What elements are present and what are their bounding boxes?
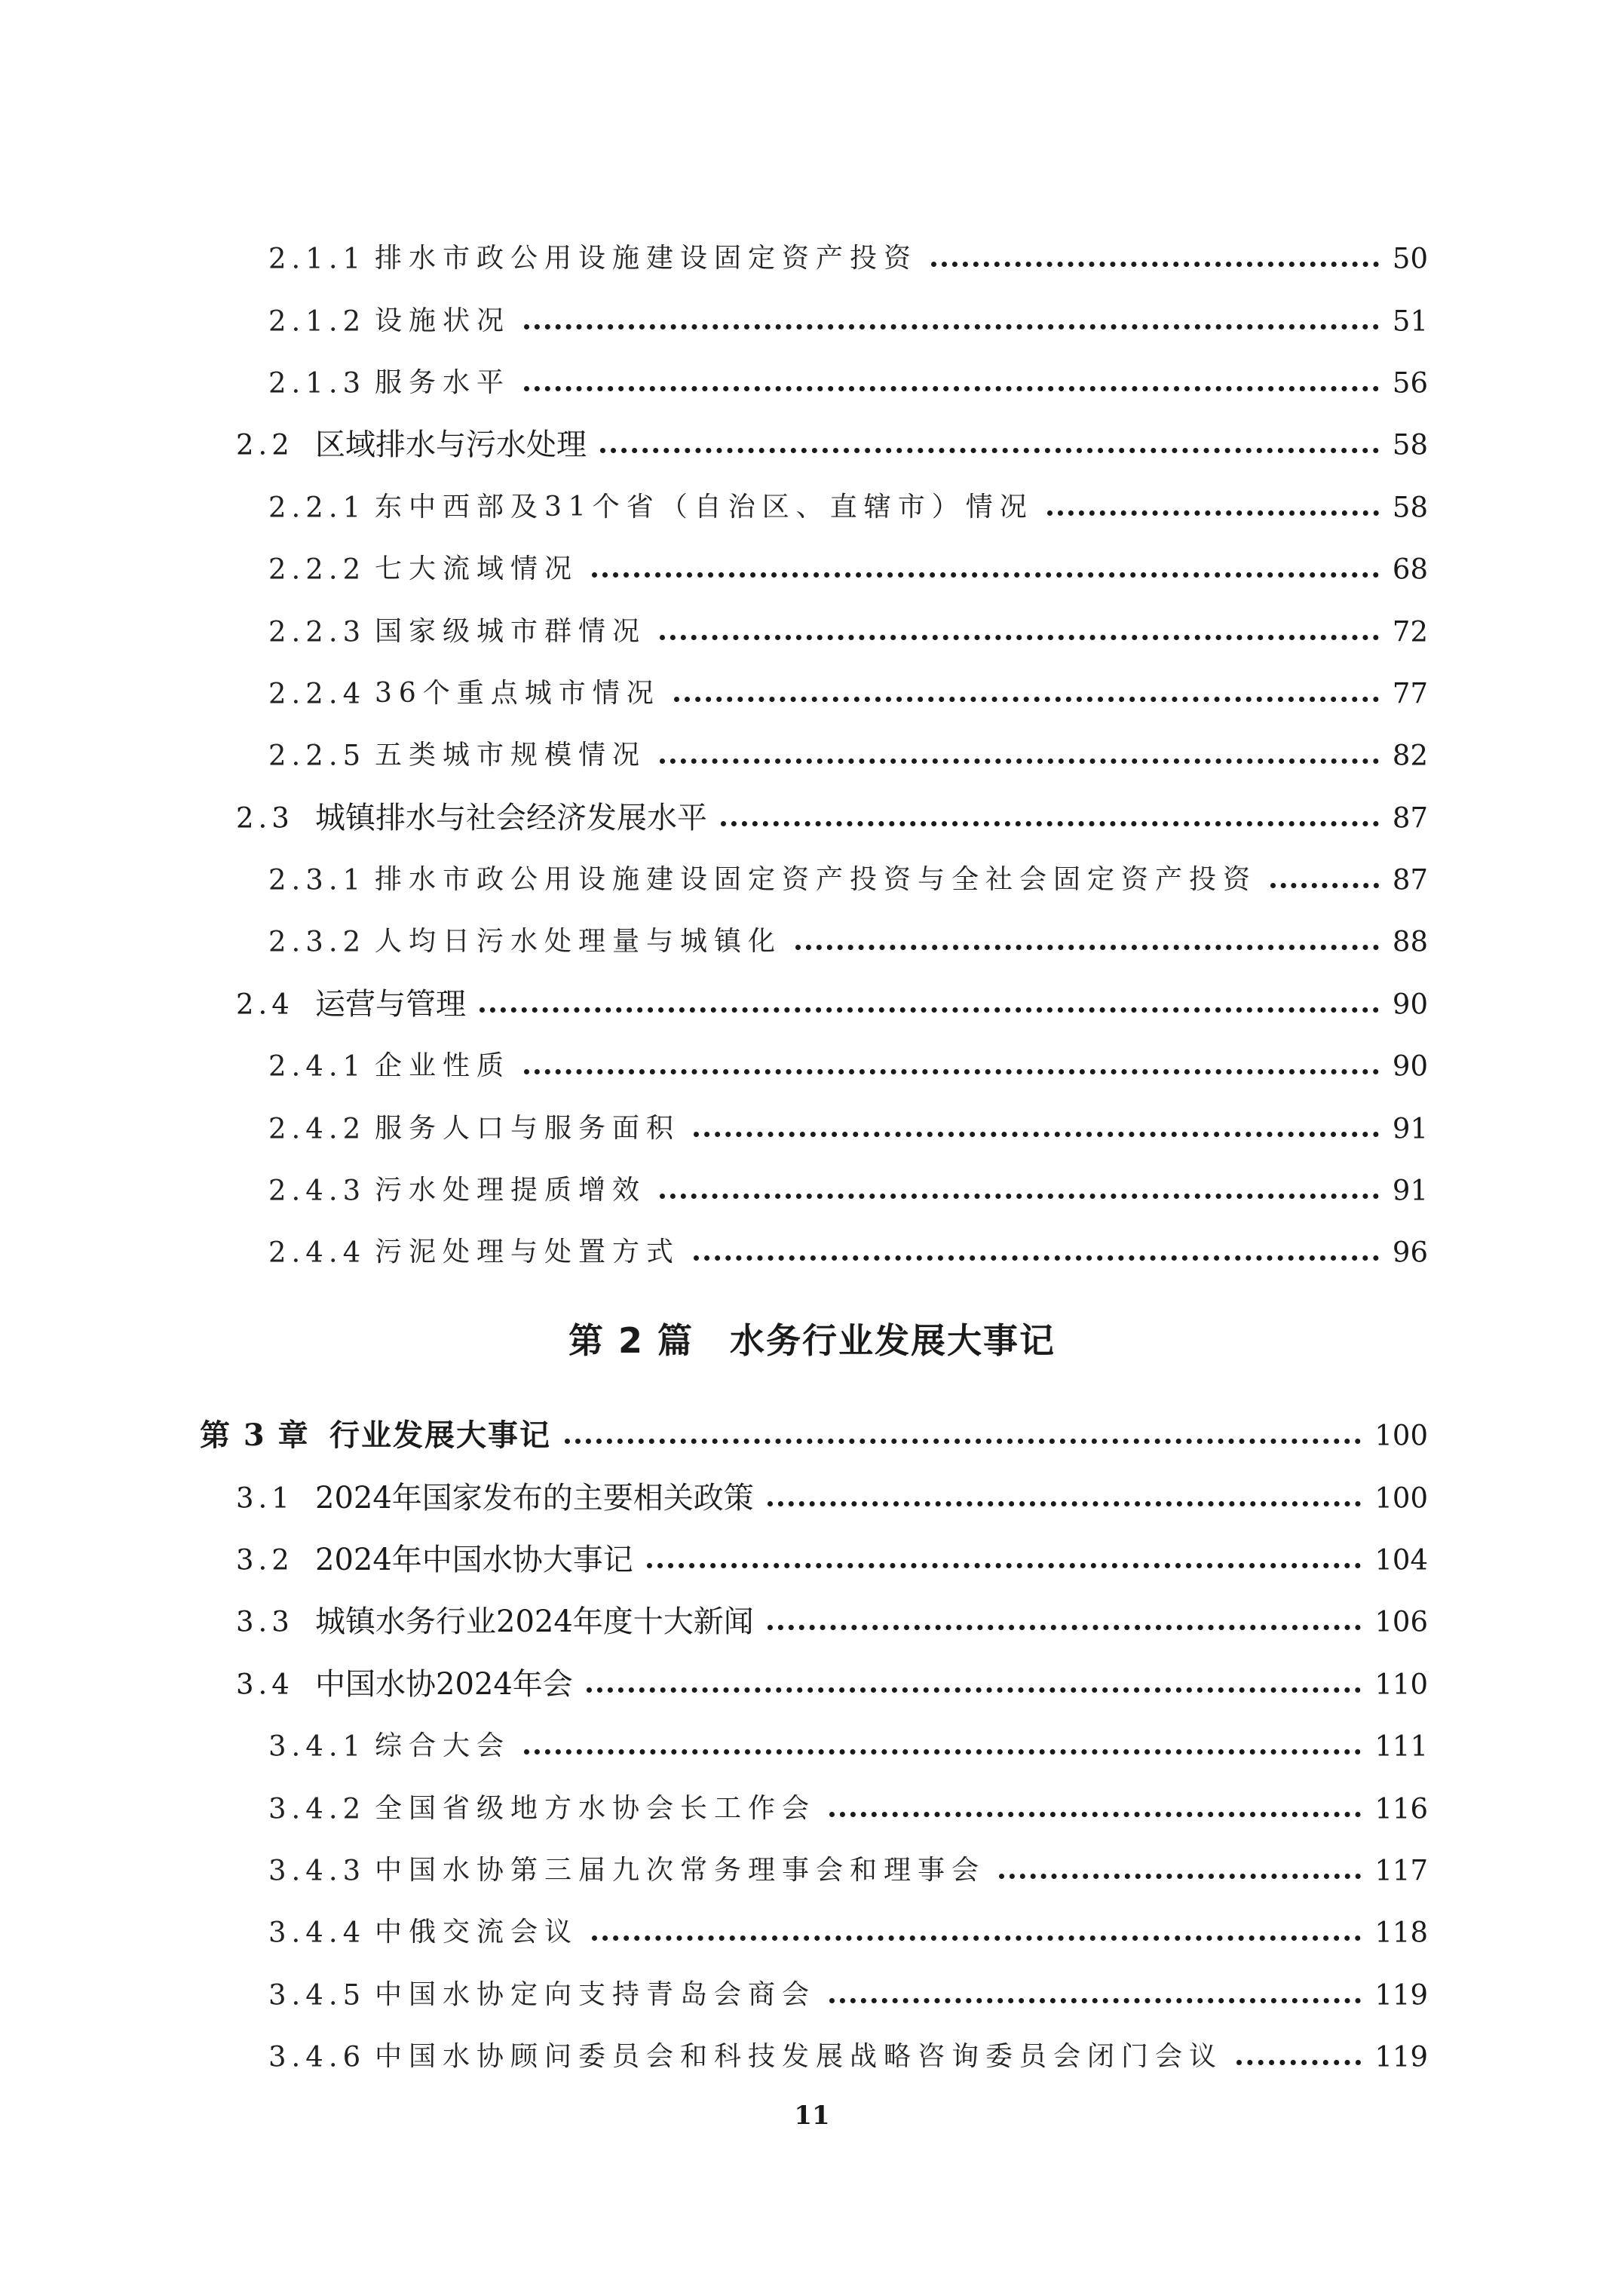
toc-dot-leader [660, 635, 1379, 640]
toc-entry-page: 87 [1392, 863, 1428, 896]
toc-entry[interactable] [0, 1840, 1624, 1902]
toc-entry[interactable] [0, 290, 1624, 351]
toc-entry[interactable] [0, 414, 1624, 476]
toc-entry-number: 2.4.1 [268, 1050, 366, 1083]
toc-entry[interactable] [0, 600, 1624, 662]
toc-entry-title: 五类城市规模情况 [375, 740, 647, 771]
toc-entry-title: 排水市政公用设施建设固定资产投资 [375, 243, 918, 274]
toc-entry-title: 服务水平 [375, 366, 511, 398]
toc-entry[interactable] [0, 538, 1624, 600]
toc-entry-number: 2.1.1 [268, 242, 366, 275]
toc-entry[interactable] [0, 911, 1624, 973]
toc-entry[interactable] [0, 1964, 1624, 2026]
toc-dot-leader [524, 1069, 1379, 1074]
toc-entry-number: 2.2.5 [268, 739, 366, 772]
toc-dot-leader [795, 945, 1379, 950]
toc-entry-title: 中国水协第三届九次常务理事会和理事会 [375, 1854, 986, 1886]
toc-dot-leader [660, 759, 1379, 764]
toc-entry[interactable] [0, 477, 1624, 538]
toc-dot-leader [524, 1749, 1361, 1755]
toc-entry-page: 100 [1374, 1482, 1428, 1515]
toc-entry-number: 2.2 [236, 428, 294, 461]
toc-entry-number: 3.3 [236, 1605, 294, 1638]
toc-entry-page: 119 [1374, 2040, 1428, 2073]
toc-entry[interactable] [0, 2026, 1624, 2088]
toc-entry-page: 106 [1374, 1605, 1428, 1638]
toc-list-part2 [0, 1405, 1624, 2088]
toc-dot-leader [1236, 2060, 1361, 2065]
toc-entry-page: 51 [1392, 305, 1428, 338]
toc-entry[interactable] [0, 1653, 1624, 1715]
toc-entry-title: 七大流域情况 [375, 553, 579, 585]
page-number: 11 [794, 2101, 830, 2131]
toc-dot-leader [660, 1194, 1379, 1199]
toc-entry-page: 96 [1392, 1236, 1428, 1269]
toc-entry-title: 城镇水务行业2024年度十大新闻 [315, 1604, 754, 1640]
toc-entry-number: 2.3 [236, 801, 294, 835]
toc-entry-number: 3.4.3 [268, 1854, 366, 1887]
toc-dot-leader [999, 1874, 1361, 1879]
toc-entry-page: 77 [1392, 677, 1428, 710]
toc-entry-title: 人均日污水处理量与城镇化 [375, 926, 783, 958]
toc-entry[interactable] [0, 973, 1624, 1035]
toc-entry-number: 2.2.3 [268, 615, 366, 648]
toc-entry-page: 50 [1392, 242, 1428, 275]
toc-entry-page: 100 [1374, 1419, 1428, 1452]
toc-entry-page: 119 [1374, 1978, 1428, 2012]
toc-dot-leader [592, 572, 1379, 578]
toc-entry-page: 72 [1392, 615, 1428, 648]
toc-entry-number: 3.2 [236, 1543, 294, 1577]
toc-dot-leader [1047, 510, 1379, 516]
toc-dot-leader [565, 1439, 1361, 1444]
toc-entry[interactable] [0, 1529, 1624, 1591]
toc-entry-title: 中国水协顾问委员会和科技发展战略咨询委员会闭门会议 [375, 2041, 1224, 2073]
toc-entry-number: 2.4.2 [268, 1112, 366, 1145]
toc-entry[interactable] [0, 1405, 1624, 1466]
toc-entry-number: 2.4.3 [268, 1174, 366, 1207]
toc-entry[interactable] [0, 1777, 1624, 1839]
toc-dot-leader [524, 386, 1379, 391]
toc-dot-leader [721, 821, 1379, 826]
toc-entry[interactable] [0, 1902, 1624, 1963]
toc-entry-title: 排水市政公用设施建设固定资产投资与全社会固定资产投资 [375, 864, 1258, 896]
toc-entry[interactable] [0, 228, 1624, 290]
toc-entry-page: 111 [1374, 1730, 1428, 1763]
toc-entry-page: 90 [1392, 1050, 1428, 1083]
toc-entry[interactable] [0, 1715, 1624, 1777]
toc-entry-number: 2.1.3 [268, 366, 366, 400]
toc-entry[interactable] [0, 787, 1624, 849]
toc-entry-number: 2.2.4 [268, 677, 366, 710]
toc-list-part1 [0, 228, 1624, 1284]
toc-dot-leader [829, 1812, 1361, 1817]
toc-entry-title: 综合大会 [375, 1730, 511, 1762]
toc-entry[interactable] [0, 352, 1624, 414]
toc-entry[interactable] [0, 663, 1624, 725]
toc-entry-page: 104 [1374, 1543, 1428, 1577]
part-heading: 第 2 篇 水务行业发展大事记 [568, 1320, 1056, 1361]
toc-entry-number: 3.4.4 [268, 1916, 366, 1949]
toc-entry-page: 82 [1392, 739, 1428, 772]
toc-dot-leader [931, 262, 1379, 267]
toc-entry-title: 2024年国家发布的主要相关政策 [315, 1480, 754, 1515]
toc-entry[interactable] [0, 1591, 1624, 1653]
toc-dot-leader [587, 1687, 1362, 1693]
toc-entry[interactable] [0, 1221, 1624, 1283]
toc-entry-title: 中国水协定向支持青岛会商会 [375, 1978, 817, 2010]
toc-entry-page: 118 [1374, 1916, 1428, 1949]
toc-entry-page: 58 [1392, 491, 1428, 524]
toc-dot-leader [694, 1255, 1379, 1261]
toc-entry-page: 110 [1374, 1668, 1428, 1701]
toc-entry-page: 91 [1392, 1174, 1428, 1207]
toc-entry-number: 3.4.2 [268, 1792, 366, 1825]
toc-dot-leader [674, 697, 1379, 702]
toc-entry-title: 全国省级地方水协会长工作会 [375, 1792, 817, 1824]
toc-dot-leader [768, 1501, 1362, 1506]
toc-entry-title: 污泥处理与处置方式 [375, 1237, 681, 1268]
toc-entry-title: 中国水协2024年会 [315, 1666, 573, 1702]
toc-entry-title: 区域排水与污水处理 [315, 428, 587, 463]
toc-entry[interactable] [0, 849, 1624, 911]
toc-entry-number: 3.4.6 [268, 2040, 366, 2073]
toc-entry-page: 90 [1392, 988, 1428, 1021]
toc-entry-page: 56 [1392, 366, 1428, 400]
toc-dot-leader [694, 1132, 1379, 1137]
toc-entry-title: 2024年中国水协大事记 [315, 1542, 633, 1577]
toc-entry-page: 68 [1392, 553, 1428, 586]
toc-entry-number: 2.4.4 [268, 1236, 366, 1269]
toc-entry-number: 3.4 [236, 1668, 294, 1701]
toc-dot-leader [592, 1935, 1361, 1941]
toc-entry-page: 117 [1374, 1854, 1428, 1887]
toc-entry-number: 2.2.1 [268, 491, 366, 524]
toc-entry-number: 3.4.5 [268, 1978, 366, 2012]
toc-entry-number: 第 3 章 [200, 1417, 310, 1454]
toc-entry-number: 2.3.2 [268, 925, 366, 958]
toc-entry-title: 36个重点城市情况 [375, 677, 660, 709]
toc-entry[interactable] [0, 1035, 1624, 1097]
toc-dot-leader [768, 1625, 1362, 1630]
toc-dot-leader [647, 1563, 1362, 1568]
toc-entry[interactable] [0, 1466, 1624, 1528]
toc-entry-page: 91 [1392, 1112, 1428, 1145]
toc-entry-page: 116 [1374, 1792, 1428, 1825]
toc-entry-page: 58 [1392, 428, 1428, 461]
toc-entry-title: 污水处理提质增效 [375, 1175, 647, 1206]
toc-entry-title: 设施状况 [375, 305, 511, 336]
toc-entry-number: 2.4 [236, 988, 294, 1021]
toc-dot-leader [600, 448, 1379, 453]
toc-entry-page: 87 [1392, 801, 1428, 835]
toc-entry-title: 城镇排水与社会经济发展水平 [315, 800, 707, 835]
toc-entry-page: 88 [1392, 925, 1428, 958]
toc-entry-title: 服务人口与服务面积 [375, 1112, 681, 1144]
toc-entry-title: 国家级城市群情况 [375, 615, 647, 647]
toc-entry-number: 3.4.1 [268, 1730, 366, 1763]
toc-entry[interactable] [0, 1160, 1624, 1221]
toc-entry[interactable] [0, 725, 1624, 786]
toc-entry-title: 行业发展大事记 [329, 1417, 551, 1454]
toc-entry-number: 2.2.2 [268, 553, 366, 586]
toc-entry[interactable] [0, 1097, 1624, 1159]
toc-entry-number: 3.1 [236, 1482, 294, 1515]
toc-dot-leader [829, 1998, 1361, 2003]
toc-entry-title: 运营与管理 [315, 986, 466, 1022]
toc-dot-leader [1270, 883, 1379, 888]
toc-dot-leader [480, 1007, 1379, 1013]
toc-entry-title: 东中西部及31个省（自治区、直辖市）情况 [375, 491, 1034, 523]
toc-entry-number: 2.1.2 [268, 305, 366, 338]
toc-entry-title: 中俄交流会议 [375, 1917, 579, 1948]
toc-dot-leader [524, 324, 1379, 329]
toc-entry-title: 企业性质 [375, 1050, 511, 1082]
toc-entry-number: 2.3.1 [268, 863, 366, 896]
